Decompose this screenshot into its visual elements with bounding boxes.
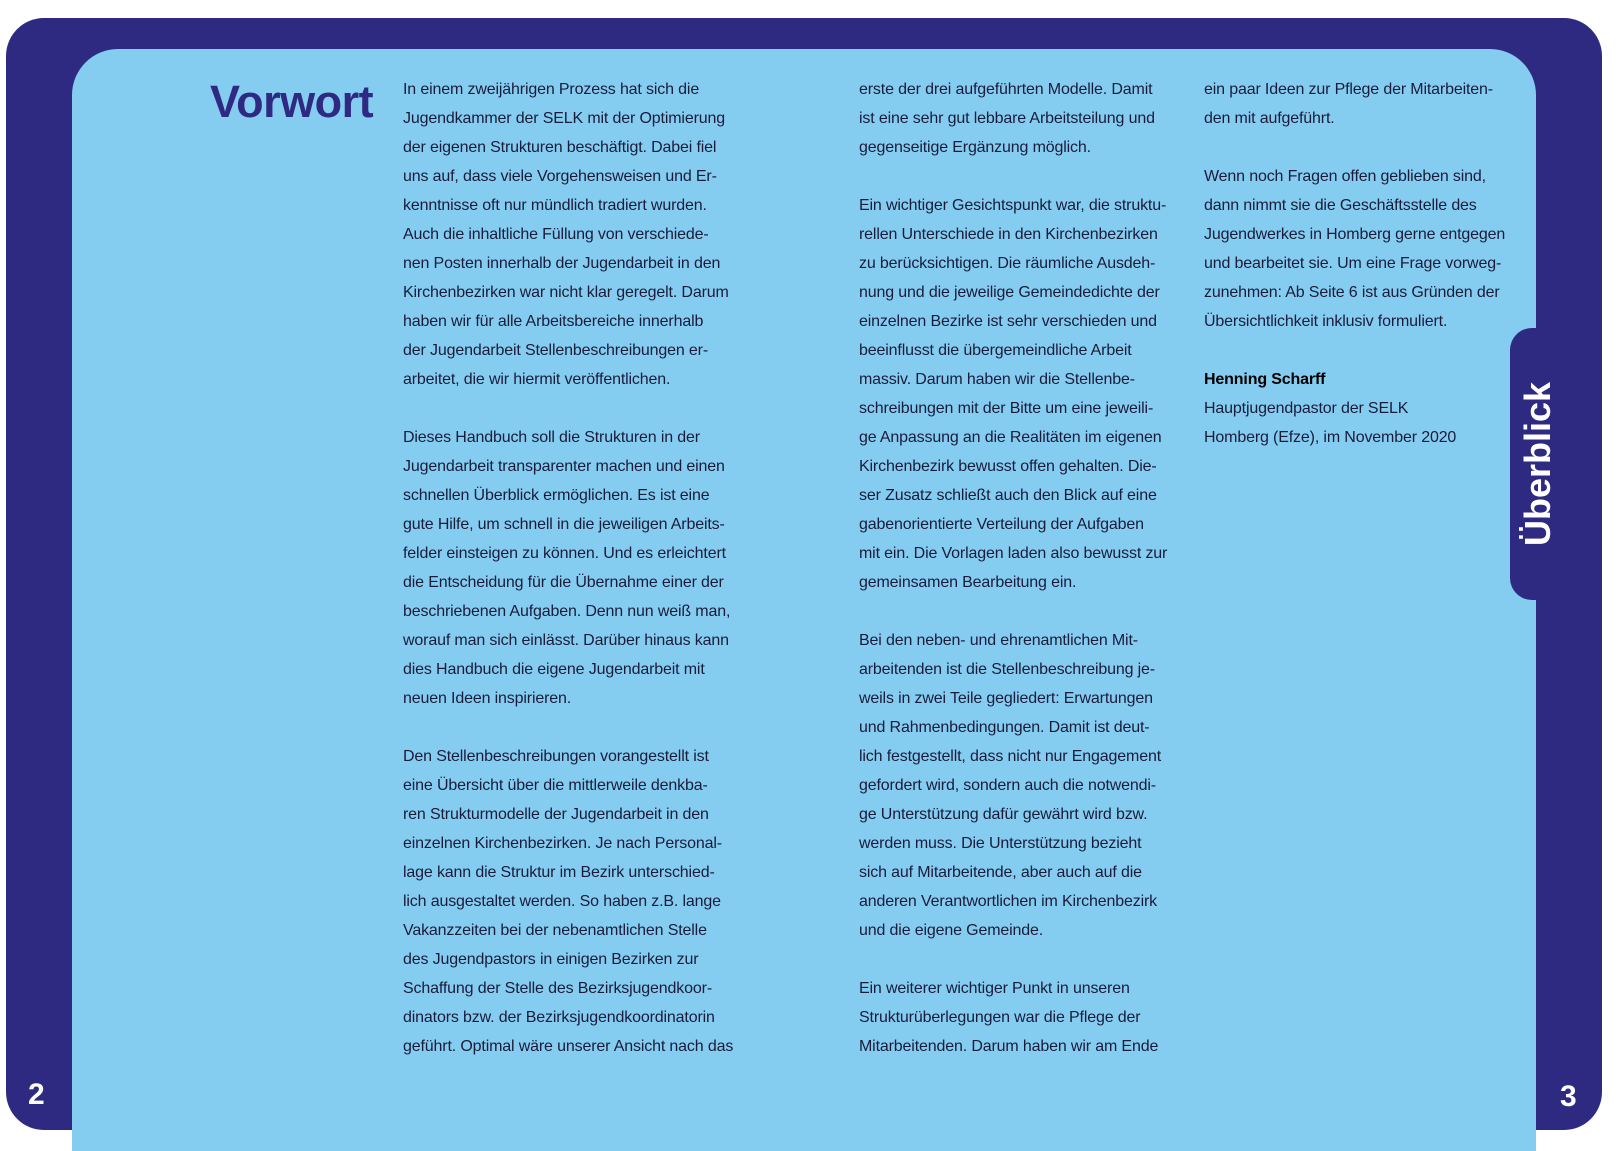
text-line: lich festgestellt, dass nicht nur Engagement	[859, 748, 1162, 765]
text-line: und bearbeitet sie. Um eine Frage vorweg-	[1204, 255, 1502, 272]
text-line: worauf man sich einlässt. Darüber hinaus kann	[403, 632, 729, 649]
text-line: Jugendarbeit transparenter machen und einen	[403, 458, 725, 475]
text-line: massiv. Darum haben wir die Stellenbe-	[859, 371, 1135, 388]
text-line: der Jugendarbeit Stellenbeschreibungen er-	[403, 342, 709, 359]
text-line: ist eine sehr gut lebbare Arbeitsteilung und	[859, 110, 1155, 127]
text-line: uns auf, dass viele Vorgehensweisen und Er-	[403, 168, 717, 185]
text-line: kenntnisse oft nur mündlich tradiert wurden.	[403, 197, 707, 214]
paragraph	[1204, 162, 1524, 336]
text-line: schreibungen mit der Bitte um eine jeweili-	[859, 400, 1154, 417]
text-line: dann nimmt sie die Geschäftsstelle des	[1204, 197, 1477, 214]
paragraph	[859, 626, 1189, 945]
text-line: beeinflusst die übergemeindliche Arbeit	[859, 342, 1132, 359]
text-line: einzelnen Kirchenbezirken. Je nach Personal-	[403, 835, 722, 852]
text-line: des Jugendpastors in einigen Bezirken zur	[403, 951, 699, 968]
text-line: Dieses Handbuch soll die Strukturen in der	[403, 429, 700, 446]
text-line: Wenn noch Fragen offen geblieben sind,	[1204, 168, 1486, 185]
text-line: Vakanzzeiten bei der nebenamtlichen Stelle	[403, 922, 707, 939]
signature-role: Hauptjugendpastor der SELK	[1204, 400, 1409, 417]
text-line: beschriebenen Aufgaben. Denn nun weiß man,	[403, 603, 731, 620]
section-tab-label: Überblick	[1517, 381, 1558, 547]
signature-block	[1204, 365, 1524, 452]
text-line: ser Zusatz schließt auch den Blick auf eine	[859, 487, 1157, 504]
text-line: ren Strukturmodelle der Jugendarbeit in den	[403, 806, 709, 823]
text-line: Kirchenbezirk bewusst offen gehalten. Die-	[859, 458, 1157, 475]
text-line: Mitarbeitenden. Darum haben wir am Ende	[859, 1038, 1159, 1055]
text-line: ge Unterstützung dafür gewährt wird bzw.	[859, 806, 1148, 823]
text-line: Ein wichtiger Gesichtspunkt war, die struktu-	[859, 197, 1167, 214]
text-line: schnellen Überblick ermöglichen. Es ist eine	[403, 487, 710, 504]
text-line: Strukturüberlegungen war die Pflege der	[859, 1009, 1141, 1026]
text-line: nen Posten innerhalb der Jugendarbeit in den	[403, 255, 721, 272]
text-line: Auch die inhaltliche Füllung von verschiede-	[403, 226, 709, 243]
text-line: geführt. Optimal wäre unserer Ansicht nach das	[403, 1038, 734, 1055]
paragraph	[859, 974, 1189, 1061]
signature-place-date: Homberg (Efze), im November 2020	[1204, 429, 1457, 446]
paragraph	[403, 75, 753, 394]
text-line: eine Übersicht über die mittlerweile denkba-	[403, 777, 708, 794]
text-line: werden muss. Die Unterstützung bezieht	[859, 835, 1142, 852]
signature-name: Henning Scharff	[1204, 371, 1326, 388]
text-line: Ein weiterer wichtiger Punkt in unseren	[859, 980, 1130, 997]
text-line: ein paar Ideen zur Pflege der Mitarbeiten-	[1204, 81, 1493, 98]
text-line: gefordert wird, sondern auch die notwendi-	[859, 777, 1156, 794]
text-line: den mit aufgeführt.	[1204, 110, 1335, 127]
text-line: dinators bzw. der Bezirksjugendkoordinatorin	[403, 1009, 715, 1026]
text-line: zunehmen: Ab Seite 6 ist aus Gründen der	[1204, 284, 1500, 301]
text-line: und die eigene Gemeinde.	[859, 922, 1044, 939]
text-line: felder einsteigen zu können. Und es erleichtert	[403, 545, 726, 562]
text-line: anderen Verantwortlichen im Kirchenbezirk	[859, 893, 1158, 910]
text-line: Schaffung der Stelle des Bezirksjugendkoor-	[403, 980, 712, 997]
text-line: lich ausgestaltet werden. So haben z.B. lange	[403, 893, 721, 910]
paragraph	[1204, 75, 1524, 133]
text-line: die Entscheidung für die Übernahme einer der	[403, 574, 724, 591]
text-line: Bei den neben- und ehrenamtlichen Mit-	[859, 632, 1138, 649]
text-line: Kirchenbezirken war nicht klar geregelt. Darum	[403, 284, 729, 301]
text-line: Jugendkammer der SELK mit der Optimierung	[403, 110, 725, 127]
text-line: In einem zweijährigen Prozess hat sich die	[403, 81, 700, 98]
text-line: Den Stellenbeschreibungen vorangestellt ist	[403, 748, 709, 765]
text-line: gegenseitige Ergänzung möglich.	[859, 139, 1091, 156]
text-line: rellen Unterschiede in den Kirchenbezirken	[859, 226, 1158, 243]
text-line: gabenorientierte Verteilung der Aufgaben	[859, 516, 1144, 533]
text-line: mit ein. Die Vorlagen laden also bewusst zur	[859, 545, 1168, 562]
text-line: ge Anpassung an die Realitäten im eigenen	[859, 429, 1162, 446]
text-column-1	[403, 75, 753, 1061]
text-line: dies Handbuch die eigene Jugendarbeit mit	[403, 661, 705, 678]
paragraph	[859, 75, 1189, 162]
paragraph	[403, 423, 753, 713]
text-line: gemeinsamen Bearbeitung ein.	[859, 574, 1077, 591]
paragraph	[403, 742, 753, 1061]
text-line: einzelnen Bezirke ist sehr verschieden und	[859, 313, 1157, 330]
text-line: Jugendwerkes in Homberg gerne entgegen	[1204, 226, 1506, 243]
text-line: erste der drei aufgeführten Modelle. Damit	[859, 81, 1153, 98]
page-number-left: 2	[28, 1078, 45, 1111]
text-line: nung und die jeweilige Gemeindedichte der	[859, 284, 1160, 301]
text-line: arbeitet, die wir hiermit veröffentlichen.	[403, 371, 671, 388]
text-line: arbeitenden ist die Stellenbeschreibung je-	[859, 661, 1155, 678]
page-title: Vorwort	[210, 76, 374, 127]
text-line: weils in zwei Teile gegliedert: Erwartungen	[859, 690, 1153, 707]
text-column-2	[859, 75, 1189, 1061]
text-line: sich auf Mitarbeitende, aber auch auf die	[859, 864, 1142, 881]
text-line: lage kann die Struktur im Bezirk unterschied-	[403, 864, 715, 881]
text-line: der eigenen Strukturen beschäftigt. Dabei fiel	[403, 139, 717, 156]
text-line: Übersichtlichkeit inklusiv formuliert.	[1204, 313, 1448, 330]
text-line: zu berücksichtigen. Die räumliche Ausdeh-	[859, 255, 1156, 272]
text-line: und Rahmenbedingungen. Damit ist deut-	[859, 719, 1150, 736]
text-line: haben wir für alle Arbeitsbereiche innerhalb	[403, 313, 704, 330]
text-column-3	[1204, 75, 1524, 452]
text-line: gute Hilfe, um schnell in die jeweiligen Arbeits-	[403, 516, 725, 533]
paragraph	[859, 191, 1189, 597]
text-line: neuen Ideen inspirieren.	[403, 690, 572, 707]
page-number-right: 3	[1560, 1080, 1577, 1113]
